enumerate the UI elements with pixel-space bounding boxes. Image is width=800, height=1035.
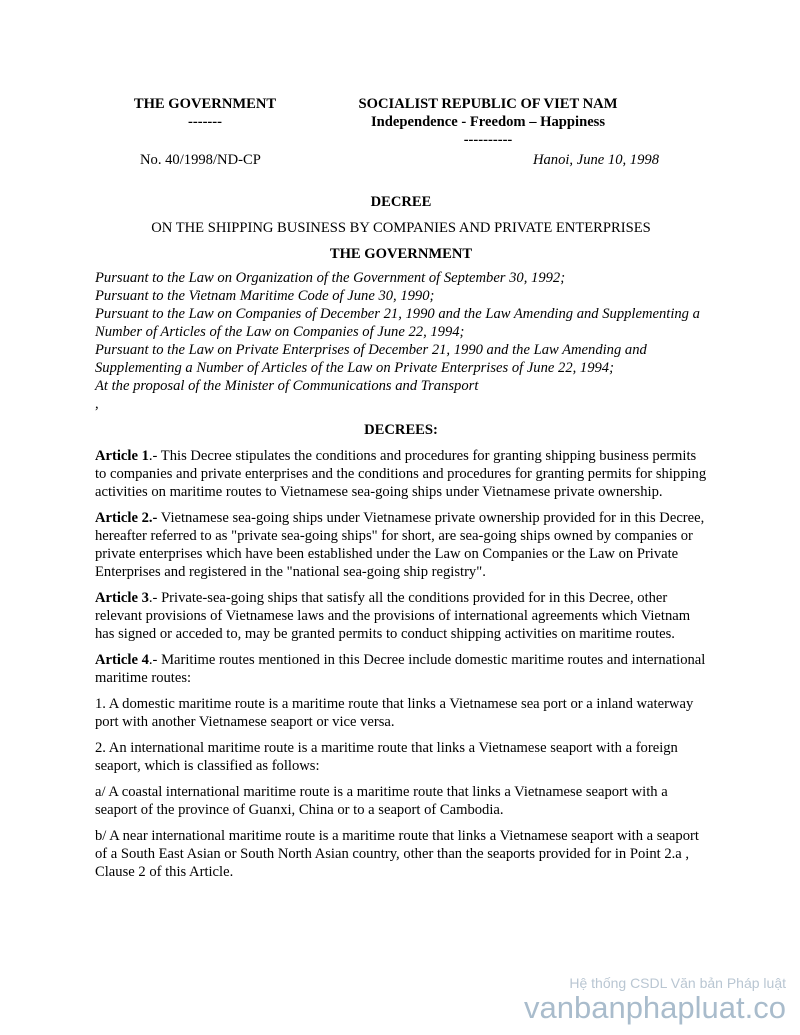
national-title: SOCIALIST REPUBLIC OF VIET NAM (358, 96, 618, 112)
article-label: Article 3 (95, 590, 149, 606)
preamble-line: Pursuant to the Law on Private Enterprises of December 21, 1990 and the Law Amending and Supplementing a Number of Articles of the Law on Private Enterprises of June 22, 1994; (95, 342, 647, 376)
decree-title: DECREE (370, 194, 432, 210)
clause-2b: b/ A near international maritime route is a maritime route that links a Vietnamese seaport with a seaport of a South East Asian or South North Asian country, other than the seaports provided for in Point 2.a , Clause 2 of this Article. (95, 828, 699, 880)
article-text: Vietnamese sea-going ships under Vietnamese private ownership provided for in this Decree, hereafter referred to as "private sea-going ships" for short, are sea-going ships owned by companies or private enterprises which have been established under the Law on Companies or the Law on Private Enterprises and registered in the "national sea-going ship registry". (95, 510, 705, 580)
article-label: Article 1 (95, 448, 149, 464)
clause-1: 1. A domestic maritime route is a maritime route that links a Vietnamese sea port or a inland waterway port with another Vietnamese seaport or vice versa. (95, 696, 694, 730)
clause-2a: a/ A coastal international maritime route is a maritime route that links a Vietnamese seaport with a seaport of the province of Guanxi, China or to a seaport of Cambodia. (95, 784, 668, 818)
preamble-text: At the proposal of the Minister of Communications and Transport (95, 378, 479, 394)
article-sep: .- (148, 448, 161, 464)
article-sep: .- (148, 590, 162, 606)
watermark (524, 975, 786, 1025)
preamble-line-last (95, 377, 707, 413)
document-date: Hanoi, June 10, 1998 (532, 152, 659, 168)
document-header (95, 95, 707, 167)
issuer-separator: ------- (187, 114, 223, 130)
decree-subtitle: ON THE SHIPPING BUSINESS BY COMPANIES AND PRIVATE ENTERPRISES (151, 220, 651, 236)
article-text: This Decree stipulates the conditions and procedures for granting shipping business permits to companies and private enterprises and the conditions and procedures for granting permits for shipping activities on maritime routes to Vietnamese sea-going ships under Vietnamese private ownership. (95, 448, 707, 500)
national-title-block (333, 95, 643, 149)
preamble-comma: , (95, 396, 99, 412)
article-3 (95, 589, 707, 643)
issuer-block (115, 95, 295, 131)
article-text: Private-sea-going ships that satisfy all the conditions provided for in this Decree, other relevant provisions of Vietnamese laws and the provisions of international agreements which Vietnam has signed or acceded to, may be granted permits to conduct shipping activities on maritime routes. (95, 590, 691, 642)
issuer-name: THE GOVERNMENT (133, 96, 277, 112)
document-number: No. 40/1998/ND-CP (140, 152, 261, 168)
article-text: Maritime routes mentioned in this Decree include domestic maritime routes and international maritime routes: (95, 652, 706, 686)
article-4 (95, 651, 707, 687)
preamble (95, 269, 707, 413)
issuing-authority: THE GOVERNMENT (329, 246, 473, 262)
watermark-caption: Hệ thống CSDL Văn bản Pháp luật (569, 975, 786, 991)
decrees-heading: DECREES: (364, 422, 438, 438)
preamble-line: Pursuant to the Law on Companies of December 21, 1990 and the Law Amending and Supplementing a Number of Articles of the Law on Companies of June 22, 1994; (95, 306, 700, 340)
watermark-site: vanbanphapluat.co (523, 990, 786, 1025)
article-2 (95, 509, 707, 581)
article-label: Article 2.- (95, 510, 158, 526)
preamble-line: Pursuant to the Vietnam Maritime Code of June 30, 1990; (95, 288, 435, 304)
document-page (95, 95, 707, 881)
national-motto: Independence - Freedom – Happiness (370, 114, 606, 130)
preamble-line: Pursuant to the Law on Organization of the Government of September 30, 1992; (95, 270, 566, 286)
clause-2: 2. An international maritime route is a maritime route that links a Vietnamese seaport with a foreign seaport, which is classified as follows: (95, 740, 678, 774)
article-label: Article 4 (95, 652, 149, 668)
article-sep: .- (148, 652, 162, 668)
motto-separator: ---------- (463, 132, 513, 148)
article-1 (95, 447, 707, 501)
